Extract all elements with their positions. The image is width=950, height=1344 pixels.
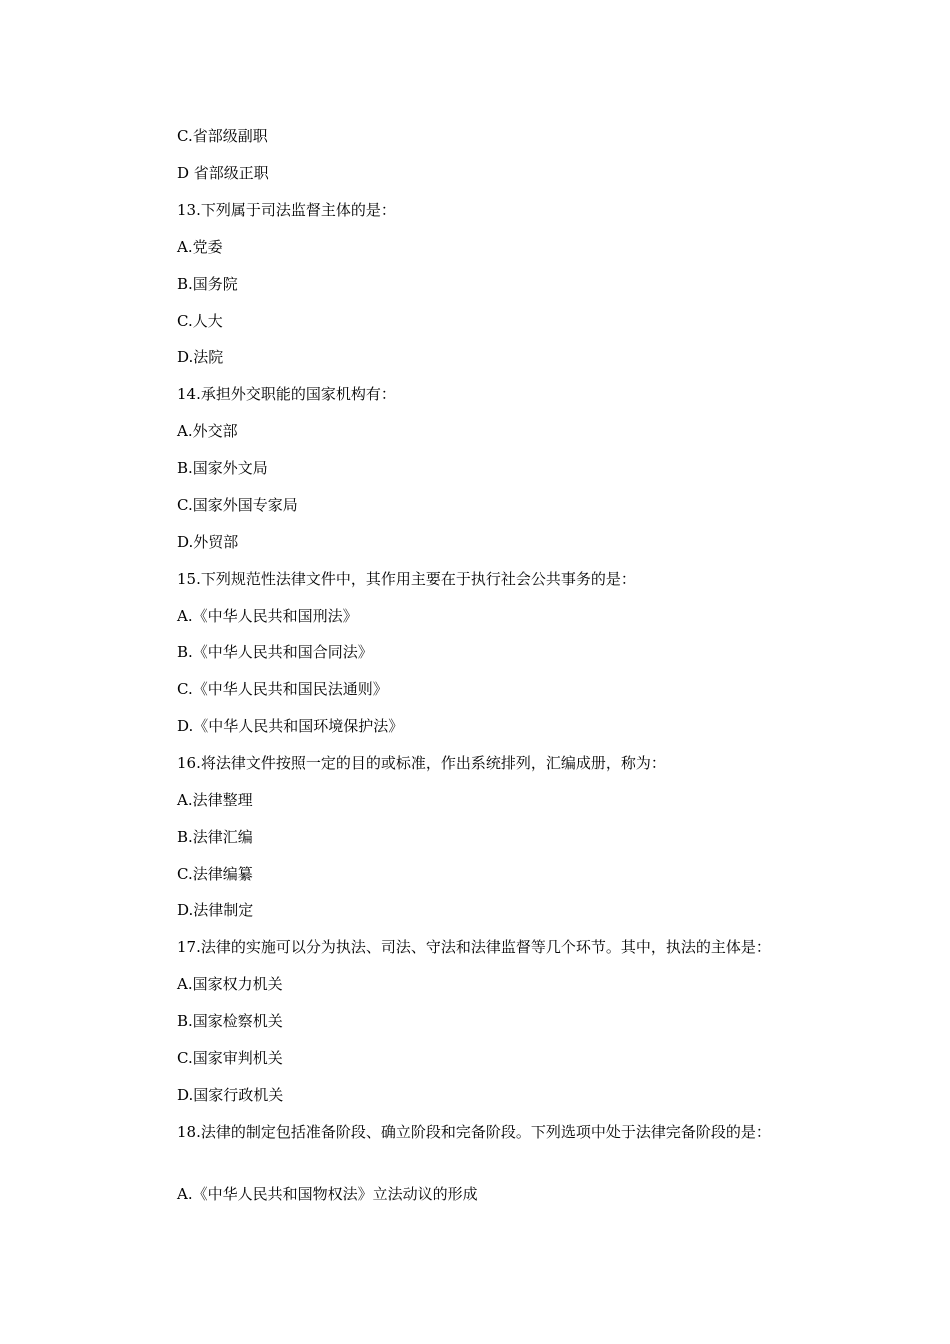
option-a-q13: A.党委 [177, 238, 223, 256]
question-13: 13.下列属于司法监督主体的是： [177, 201, 396, 219]
option-b-q15: B.《中华人民共和国合同法》 [177, 643, 373, 661]
question-15: 15.下列规范性法律文件中，其作用主要在于执行社会公共事务的是： [177, 570, 636, 588]
option-d-q13: D.法院 [177, 348, 224, 366]
option-c-q14: C.国家外国专家局 [177, 496, 298, 514]
option-b-q14: B.国家外文局 [177, 459, 268, 477]
option-a-q16: A.法律整理 [177, 791, 253, 809]
question-16: 16.将法律文件按照一定的目的或标准，作出系统排列，汇编成册，称为： [177, 754, 666, 772]
option-a-q14: A.外交部 [177, 422, 238, 440]
option-c-q17: C.国家审判机关 [177, 1049, 283, 1067]
question-17: 17.法律的实施可以分为执法、司法、守法和法律监督等几个环节。其中，执法的主体是： [177, 938, 771, 956]
question-14: 14.承担外交职能的国家机构有： [177, 385, 396, 403]
option-a-q18: A.《中华人民共和国物权法》立法动议的形成 [177, 1185, 478, 1203]
option-a-q17: A.国家权力机关 [177, 975, 283, 993]
option-d-q15: D.《中华人民共和国环境保护法》 [177, 717, 404, 735]
option-d-q12: D 省部级正职 [177, 164, 269, 182]
option-d-q14: D.外贸部 [177, 533, 239, 551]
option-c-q15: C.《中华人民共和国民法通则》 [177, 680, 388, 698]
option-c-q12: C.省部级副职 [177, 127, 268, 145]
option-b-q13: B.国务院 [177, 275, 238, 293]
option-a-q15: A.《中华人民共和国刑法》 [177, 607, 358, 625]
option-c-q13: C.人大 [177, 312, 223, 330]
option-b-q16: B.法律汇编 [177, 828, 253, 846]
option-c-q16: C.法律编纂 [177, 865, 253, 883]
question-18: 18.法律的制定包括准备阶段、确立阶段和完备阶段。下列选项中处于法律完备阶段的是： [177, 1123, 771, 1141]
option-d-q17: D.国家行政机关 [177, 1086, 284, 1104]
option-d-q16: D.法律制定 [177, 901, 254, 919]
option-b-q17: B.国家检察机关 [177, 1012, 283, 1030]
